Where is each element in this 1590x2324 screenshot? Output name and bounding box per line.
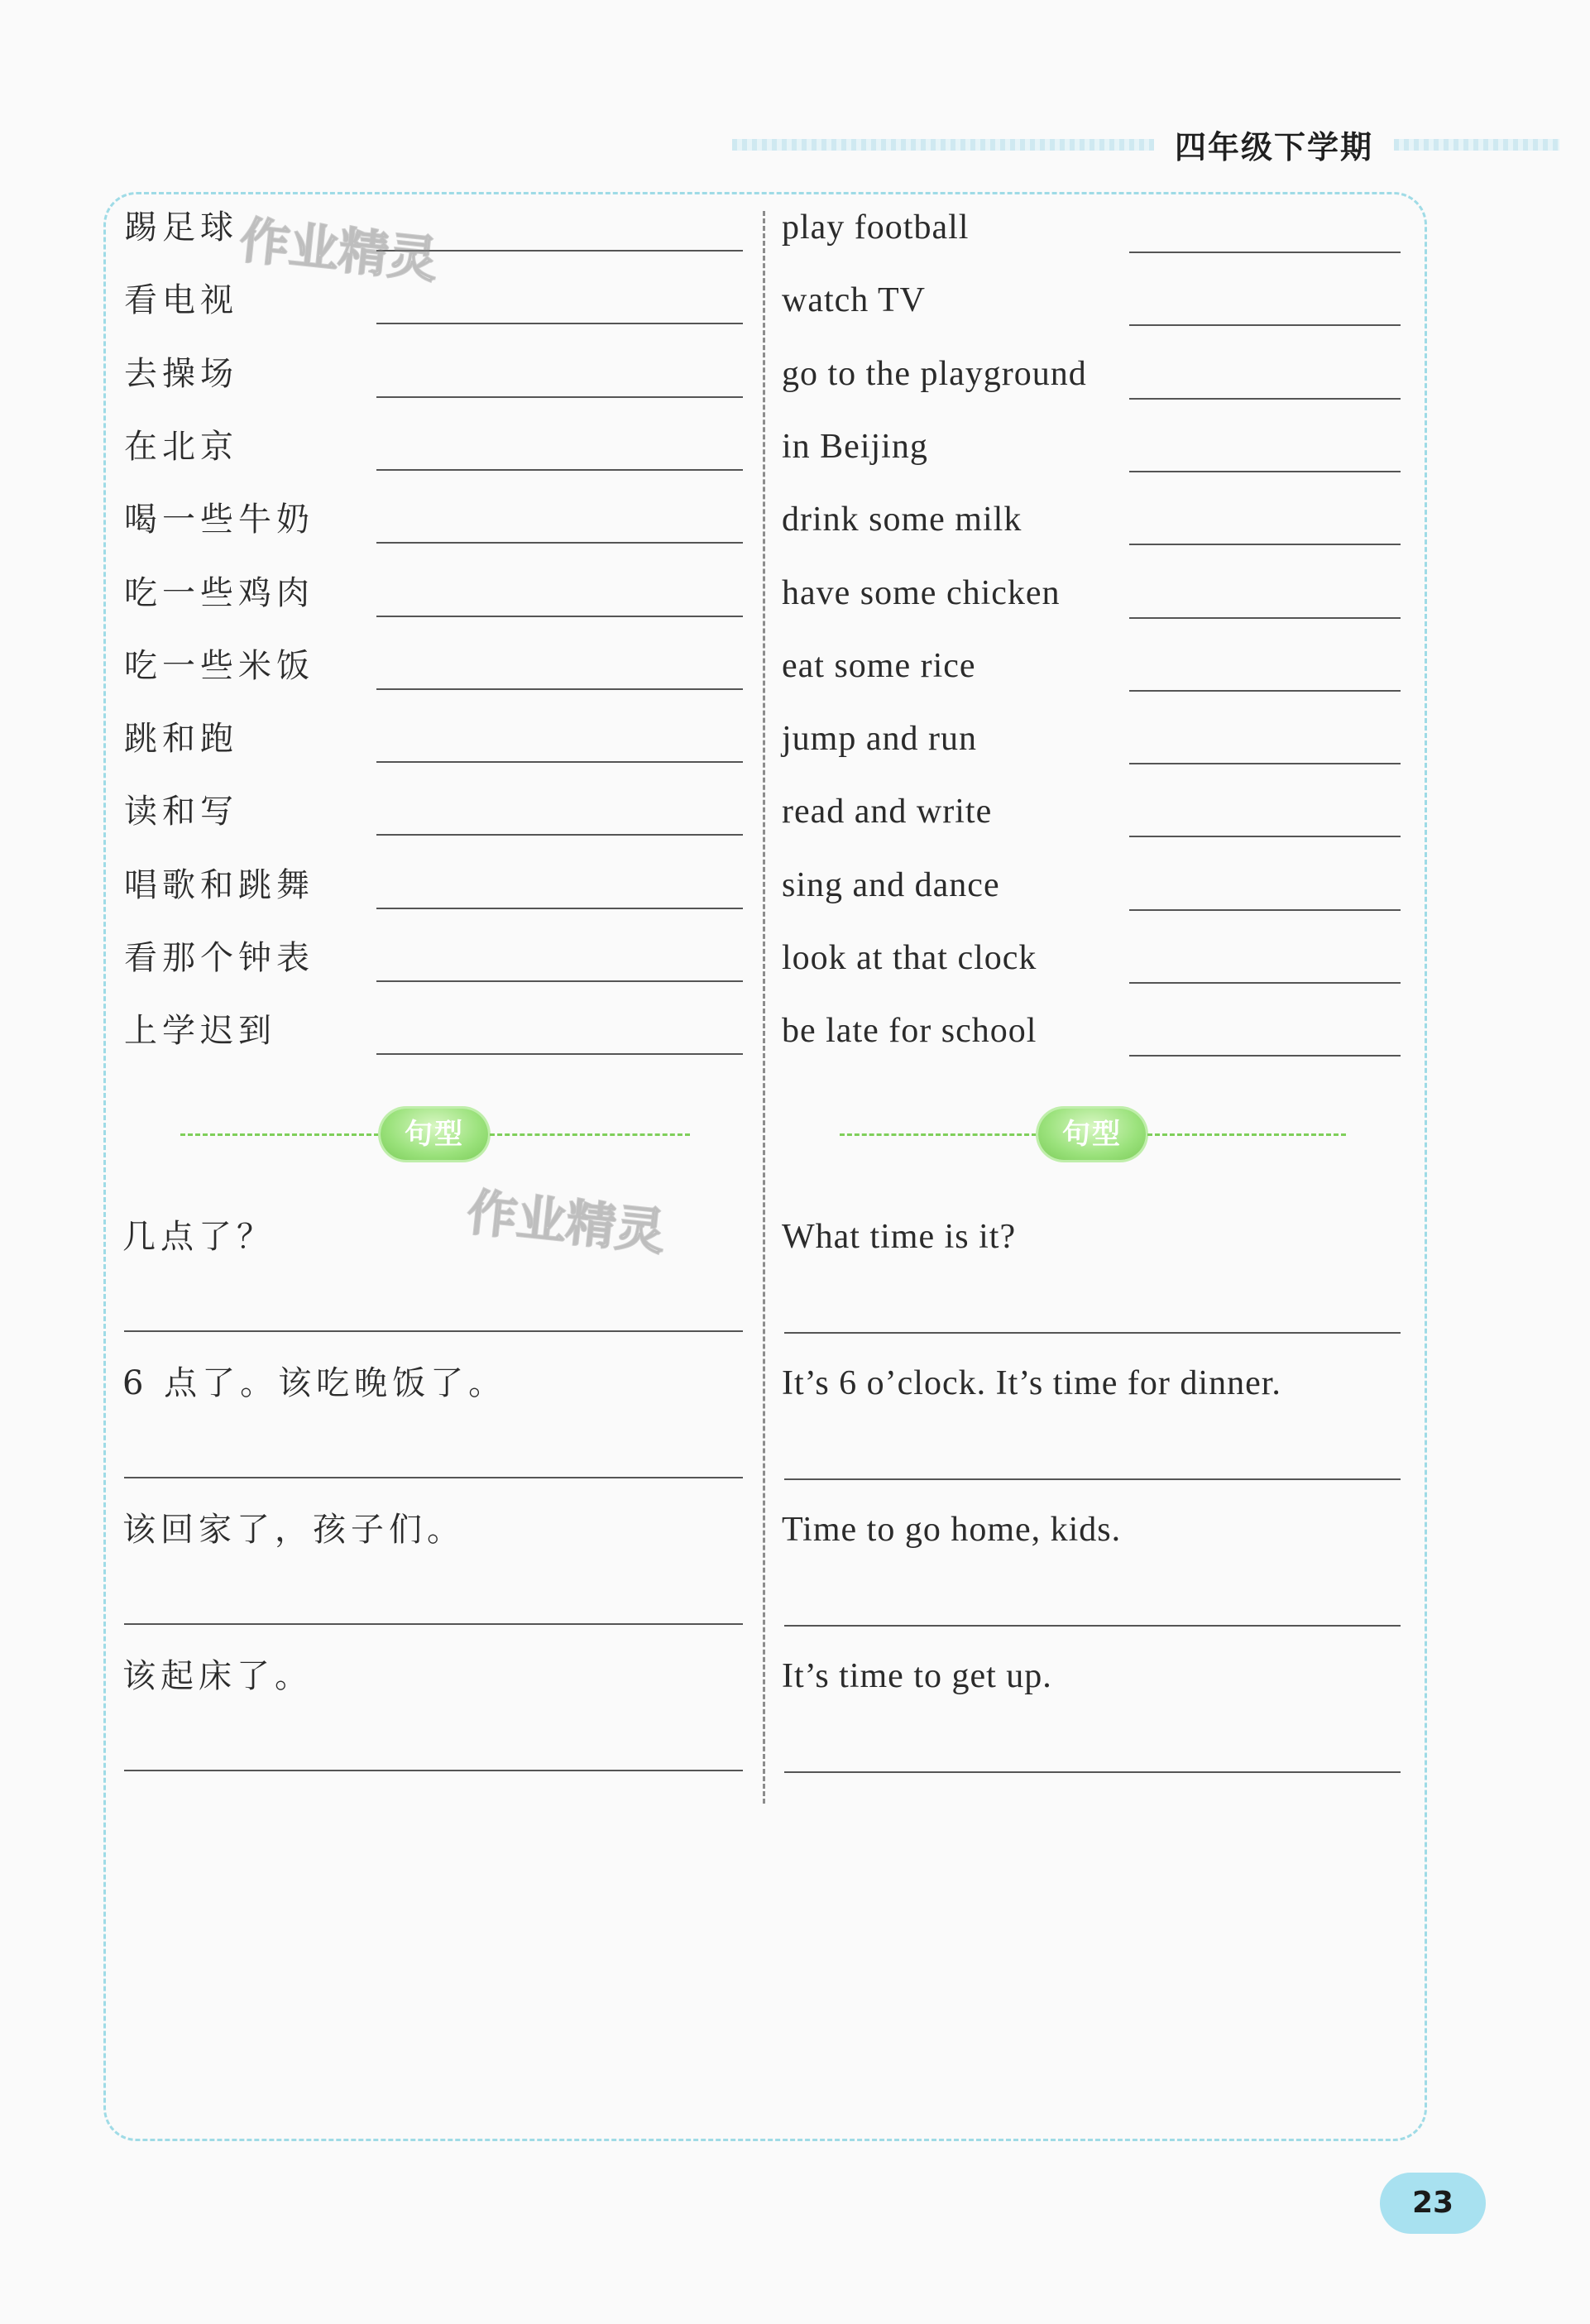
- sentence-cn: 几点了？: [122, 1218, 275, 1256]
- sentence-cn: 6 点了。该吃晚饭了。: [122, 1364, 507, 1402]
- answer-line-cn[interactable]: [376, 469, 743, 471]
- sentence-en: What time is it?: [782, 1218, 1017, 1256]
- phrase-cn: 唱歌和跳舞: [124, 865, 314, 904]
- phrase-cn: 看电视: [124, 281, 238, 320]
- answer-line-sentence-cn[interactable]: [124, 1330, 743, 1332]
- phrase-cn: 读和写: [124, 793, 238, 831]
- answer-line-cn[interactable]: [376, 834, 743, 836]
- section-dash-right-a: [840, 1133, 1037, 1136]
- answer-line-cn[interactable]: [376, 908, 743, 909]
- answer-line-cn[interactable]: [376, 323, 743, 324]
- phrase-cn: 跳和跑: [124, 720, 238, 759]
- phrase-cn: 在北京: [124, 427, 238, 466]
- phrase-cn: 上学迟到: [124, 1012, 276, 1051]
- answer-line-cn[interactable]: [376, 1053, 743, 1055]
- phrase-en: go to the playground: [782, 354, 1087, 393]
- sentence-cn: 该回家了，孩子们。: [122, 1511, 465, 1549]
- answer-line-en[interactable]: [1129, 982, 1401, 984]
- phrase-en: in Beijing: [782, 427, 928, 466]
- section-badge-right: 句型: [1038, 1109, 1146, 1160]
- phrase-cn: 吃一些鸡肉: [124, 573, 314, 612]
- content-frame: [103, 192, 1427, 2141]
- answer-line-cn[interactable]: [376, 688, 743, 690]
- section-dash-left-b: [490, 1133, 690, 1136]
- answer-line-en[interactable]: [1129, 909, 1401, 911]
- answer-line-en[interactable]: [1129, 544, 1401, 545]
- phrase-en: eat some rice: [782, 646, 976, 685]
- answer-line-sentence-en[interactable]: [784, 1771, 1401, 1773]
- sentence-en: Time to go home, kids.: [782, 1511, 1122, 1549]
- section-badge-left: 句型: [381, 1109, 488, 1160]
- answer-line-cn[interactable]: [376, 396, 743, 398]
- phrase-en: read and write: [782, 793, 993, 831]
- answer-line-en[interactable]: [1129, 252, 1401, 253]
- watermark-middle: 作业精灵: [464, 1183, 668, 1263]
- answer-line-en[interactable]: [1129, 763, 1401, 764]
- answer-line-en[interactable]: [1129, 471, 1401, 472]
- answer-line-cn[interactable]: [376, 761, 743, 763]
- phrase-cn: 踢足球: [124, 208, 238, 247]
- answer-line-cn[interactable]: [376, 616, 743, 617]
- answer-line-cn[interactable]: [376, 542, 743, 544]
- answer-line-en[interactable]: [1129, 690, 1401, 692]
- phrase-cn: 喝一些牛奶: [124, 501, 314, 539]
- sentence-en: It’s 6 o’clock. It’s time for dinner.: [782, 1364, 1281, 1402]
- phrase-en: drink some milk: [782, 501, 1022, 539]
- phrase-en: play football: [782, 208, 970, 247]
- column-divider: [763, 211, 765, 1804]
- answer-line-sentence-en[interactable]: [784, 1332, 1401, 1334]
- phrase-cn: 看那个钟表: [124, 939, 314, 977]
- answer-line-en[interactable]: [1129, 324, 1401, 326]
- phrase-en: jump and run: [782, 720, 977, 759]
- phrase-cn: 吃一些米饭: [124, 646, 314, 685]
- phrase-en: look at that clock: [782, 939, 1037, 977]
- page-number-badge: 23: [1380, 2173, 1486, 2234]
- answer-line-en[interactable]: [1129, 617, 1401, 619]
- answer-line-en[interactable]: [1129, 836, 1401, 837]
- header-decor-bar-left: [732, 139, 1154, 151]
- phrase-en: be late for school: [782, 1012, 1037, 1051]
- answer-line-sentence-cn[interactable]: [124, 1477, 743, 1478]
- watermark-top: 作业精灵: [237, 211, 441, 290]
- header-decor-bar-right: [1394, 139, 1559, 151]
- answer-line-sentence-en[interactable]: [784, 1478, 1401, 1480]
- section-dash-right-b: [1147, 1133, 1346, 1136]
- phrase-cn: 去操场: [124, 354, 238, 393]
- sentence-cn: 该起床了。: [122, 1657, 313, 1695]
- phrase-en: have some chicken: [782, 573, 1061, 612]
- sentence-en: It’s time to get up.: [782, 1657, 1052, 1695]
- page-header-title: 四年级下学期: [1174, 129, 1373, 165]
- answer-line-sentence-cn[interactable]: [124, 1770, 743, 1771]
- phrase-en: watch TV: [782, 281, 927, 320]
- answer-line-sentence-cn[interactable]: [124, 1623, 743, 1625]
- answer-line-cn[interactable]: [376, 980, 743, 982]
- answer-line-en[interactable]: [1129, 1055, 1401, 1057]
- section-dash-left-a: [180, 1133, 379, 1136]
- answer-line-sentence-en[interactable]: [784, 1625, 1401, 1627]
- answer-line-en[interactable]: [1129, 398, 1401, 400]
- phrase-en: sing and dance: [782, 865, 1000, 904]
